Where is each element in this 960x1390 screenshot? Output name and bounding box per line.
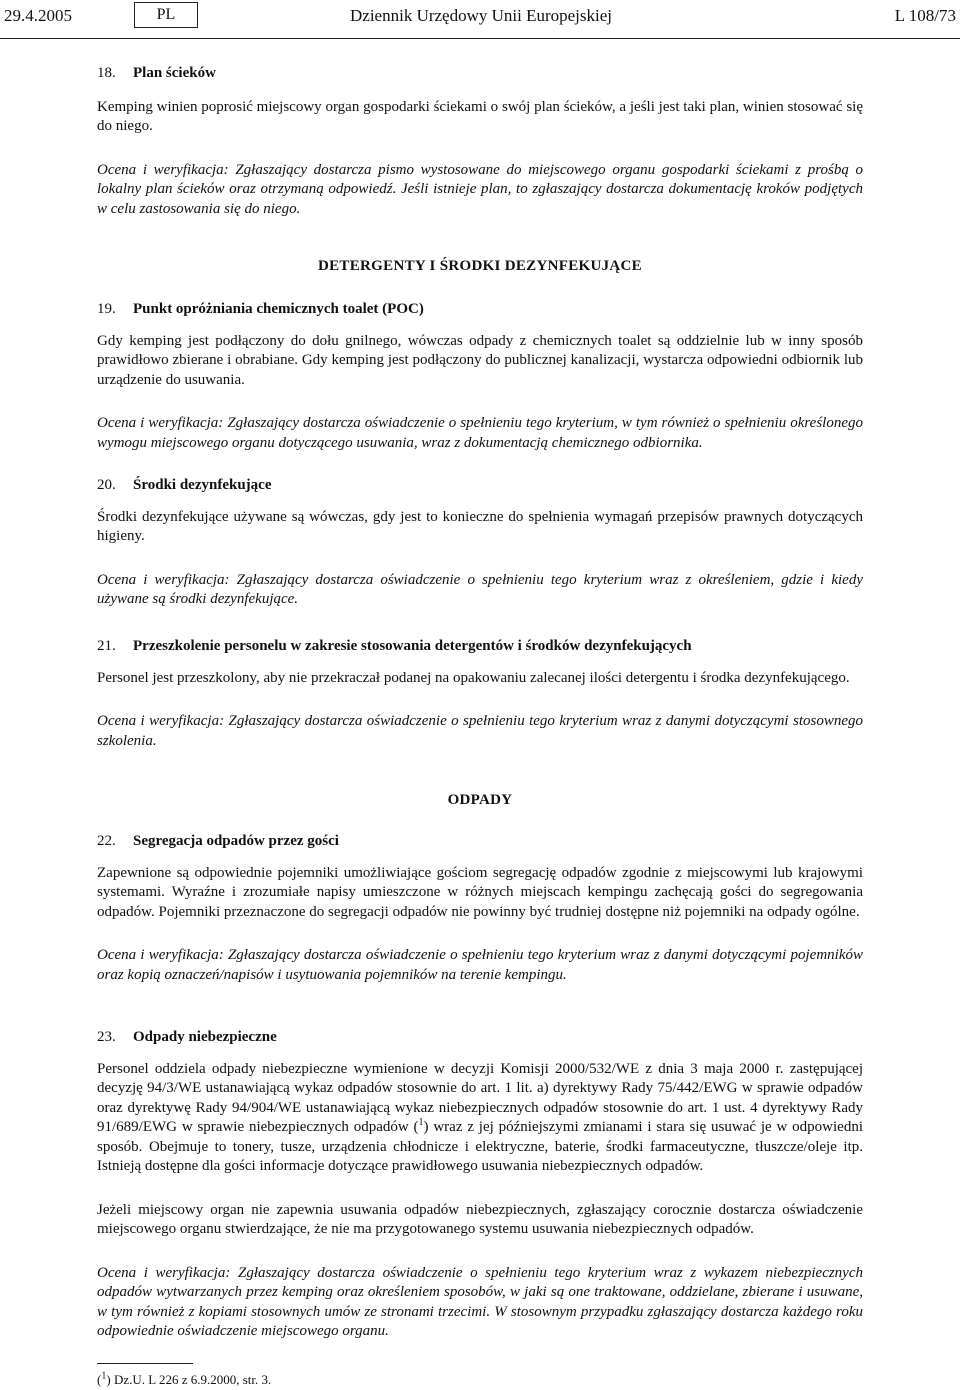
body-text-part: Personel oddziela odpady niebezpieczne wymienione w decyzji Komisji 2000/532/WE z dnia 3 maja 2000 r. zastępującej decyzję 94/3/WE ustanawiającą wykaz odpadów stosownie do art. 1 lit. a) dyrektywy Rady 75/442/EWG w sprawie odpadów oraz dyrektywę Rady 94/904/WE ustanawiającą wykaz niebezpiecznych odpadów stosownie do art. 1 ust. 4 dyrektywy Rady 91/689/EWG w sprawie niebezpiecznych odpadów (	[97, 1060, 863, 1135]
section-number: 19.	[97, 301, 116, 317]
section-body	[97, 1060, 863, 1177]
section-title: Punkt opróżniania chemicznych toalet (POC)	[133, 301, 424, 317]
section-body: Środki dezynfekujące używane są wówczas, gdy jest to konieczne do spełnienia wymagań przepisów prawnych dotyczących higieny.	[97, 508, 863, 544]
assessment-text: Ocena i weryfikacja: Zgłaszający dostarcza oświadczenie o spełnieniu tego kryterium wraz z danymi dotyczącymi pojemników oraz kopią oznaczeń/napisów i usytuowania pojemników na terenie kempingu.	[97, 947, 863, 983]
section-number: 20.	[97, 477, 116, 493]
section-heading	[97, 832, 863, 852]
section-title: Plan ścieków	[133, 65, 216, 81]
assessment-text: Ocena i weryfikacja: Zgłaszający dostarcza oświadczenie o spełnieniu tego kryterium wraz z określeniem, gdzie i kiedy używane są środki dezynfekujące.	[97, 571, 863, 607]
footnote-number: 1	[101, 1370, 107, 1382]
section-heading	[97, 300, 863, 320]
footnote: ($^1$) Dz.U. L 226 z 6.9.2000, str. 3.	[97, 1370, 272, 1387]
section-number: 18.	[97, 65, 116, 81]
group-heading-waste: ODPADY	[447, 792, 513, 808]
footnote-ref[interactable]: 1	[418, 1117, 424, 1128]
page-reference: L 108/73	[894, 6, 956, 25]
header-rule	[0, 38, 960, 39]
assessment-text: Ocena i weryfikacja: Zgłaszający dostarcza oświadczenie o spełnieniu tego kryterium wraz z danymi dotyczącymi stosownego szkolenia.	[97, 713, 863, 749]
page-header	[0, 0, 960, 44]
journal-title: Dziennik Urzędowy Unii Europejskiej	[350, 6, 613, 25]
section-21	[97, 637, 863, 751]
section-body: Personel jest przeszkolony, aby nie przekraczał podanej na opakowaniu zalecanej ilości detergentu i środka dezynfekującego.	[97, 669, 850, 686]
section-19	[97, 300, 863, 453]
assessment-text: Ocena i weryfikacja: Zgłaszający dostarcza pismo wystosowane do miejscowego organu gospodarki ściekami z prośbą o lokalny plan ścieków oraz otrzymaną odpowiedź. Jeśli istnieje plan, to zgłaszający dostarcza dokumentację kroków podjętych w celu zastosowania się do niego.	[97, 161, 863, 217]
section-title: Środki dezynfekujące	[133, 477, 272, 493]
section-number: 22.	[97, 833, 116, 849]
footnote-rule	[97, 1363, 193, 1364]
section-heading	[97, 476, 863, 496]
section-title: Przeszkolenie personelu w zakresie stosowania detergentów i środków dezynfekujących	[133, 638, 692, 654]
section-body: Gdy kemping jest podłączony do dołu gnilnego, wówczas odpady z chemicznych toalet są oddzielnie lub w inny sposób prawidłowo zbierane i obrabiane. Gdy kemping jest podłączony do publicznej kanalizacji, wystarcza odpowiedni odbiornik lub urządzenie do usuwania.	[97, 332, 863, 388]
section-number: 21.	[97, 638, 116, 654]
section-body: Zapewnione są odpowiednie pojemniki umożliwiające gościom segregację odpadów zgodnie z miejscowymi lub krajowymi systemami. Wyraźne i zrozumiałe napisy umieszczone w różnych miejscach kempingu zachęcają gości do segregowania odpadów. Pojemniki przeznaczone do segregacji odpadów nie powinny być trudniej dostępne niż pojemniki na odpady ogólne.	[97, 864, 863, 920]
assessment-text: Ocena i weryfikacja: Zgłaszający dostarcza oświadczenie o spełnieniu tego kryterium, w tym również o spełnieniu określonego wymogu miejscowego organu dotyczącego usuwania, wraz z dokumentacją chemicznego odbiornika.	[97, 415, 863, 451]
assessment-text: Ocena i weryfikacja: Zgłaszający dostarcza oświadczenie o spełnieniu tego kryterium wraz z wykazem niebezpiecznych odpadów wytwarzanych przez kemping oraz określeniem sposobów, w jaki są one traktowane, oddzielane, zbierane i usuwane, w tym również z kopiami stosownych umów ze stronami trzecimi. W stosownym przypadku zgłaszający dostarcza każdego roku odpowiednie oświadczenie miejscowego organu.	[97, 1264, 863, 1339]
section-heading	[97, 637, 863, 657]
footnote-text: Dz.U. L 226 z 6.9.2000, str. 3.	[110, 1372, 272, 1387]
group-heading-detergents: DETERGENTY I ŚRODKI DEZYNFEKUJĄCE	[318, 258, 642, 274]
section-body-2: Jeżeli miejscowy organ nie zapewnia usuwania odpadów niebezpiecznych, zgłaszający corocznie dostarcza oświadczenie miejscowego organu stwierdzające, że nie ma przygotowanego systemu usuwania niebezpiecznych odpadów.	[97, 1201, 863, 1237]
language-badge: PL	[134, 2, 198, 28]
section-18	[97, 64, 863, 219]
section-heading	[97, 64, 863, 84]
section-number: 23.	[97, 1029, 116, 1045]
section-title: Odpady niebezpieczne	[133, 1029, 277, 1045]
section-23	[97, 1028, 863, 1342]
section-20	[97, 476, 863, 610]
publication-date: 29.4.2005	[4, 6, 72, 25]
section-22	[97, 832, 863, 985]
section-title: Segregacja odpadów przez gości	[133, 833, 339, 849]
body-text-part: ) wraz z jej późniejszymi zmianami i stara się usuwać je w odpowiedni sposób. Obejmuje to tonery, tusze, urządzenia chłodnicze i elektryczne, baterie, środki farmaceutyczne, tłuszcze/oleje itp. Istnieją dostępne dla gości informacje dotyczące prawidłowego usuwania niebezpiecznych odpadów.	[97, 1119, 863, 1174]
section-heading	[97, 1028, 863, 1048]
section-body: Kemping winien poprosić miejscowy organ gospodarki ściekami o swój plan ścieków, a jeśli jest taki plan, winien stosować się do niego.	[97, 98, 863, 134]
